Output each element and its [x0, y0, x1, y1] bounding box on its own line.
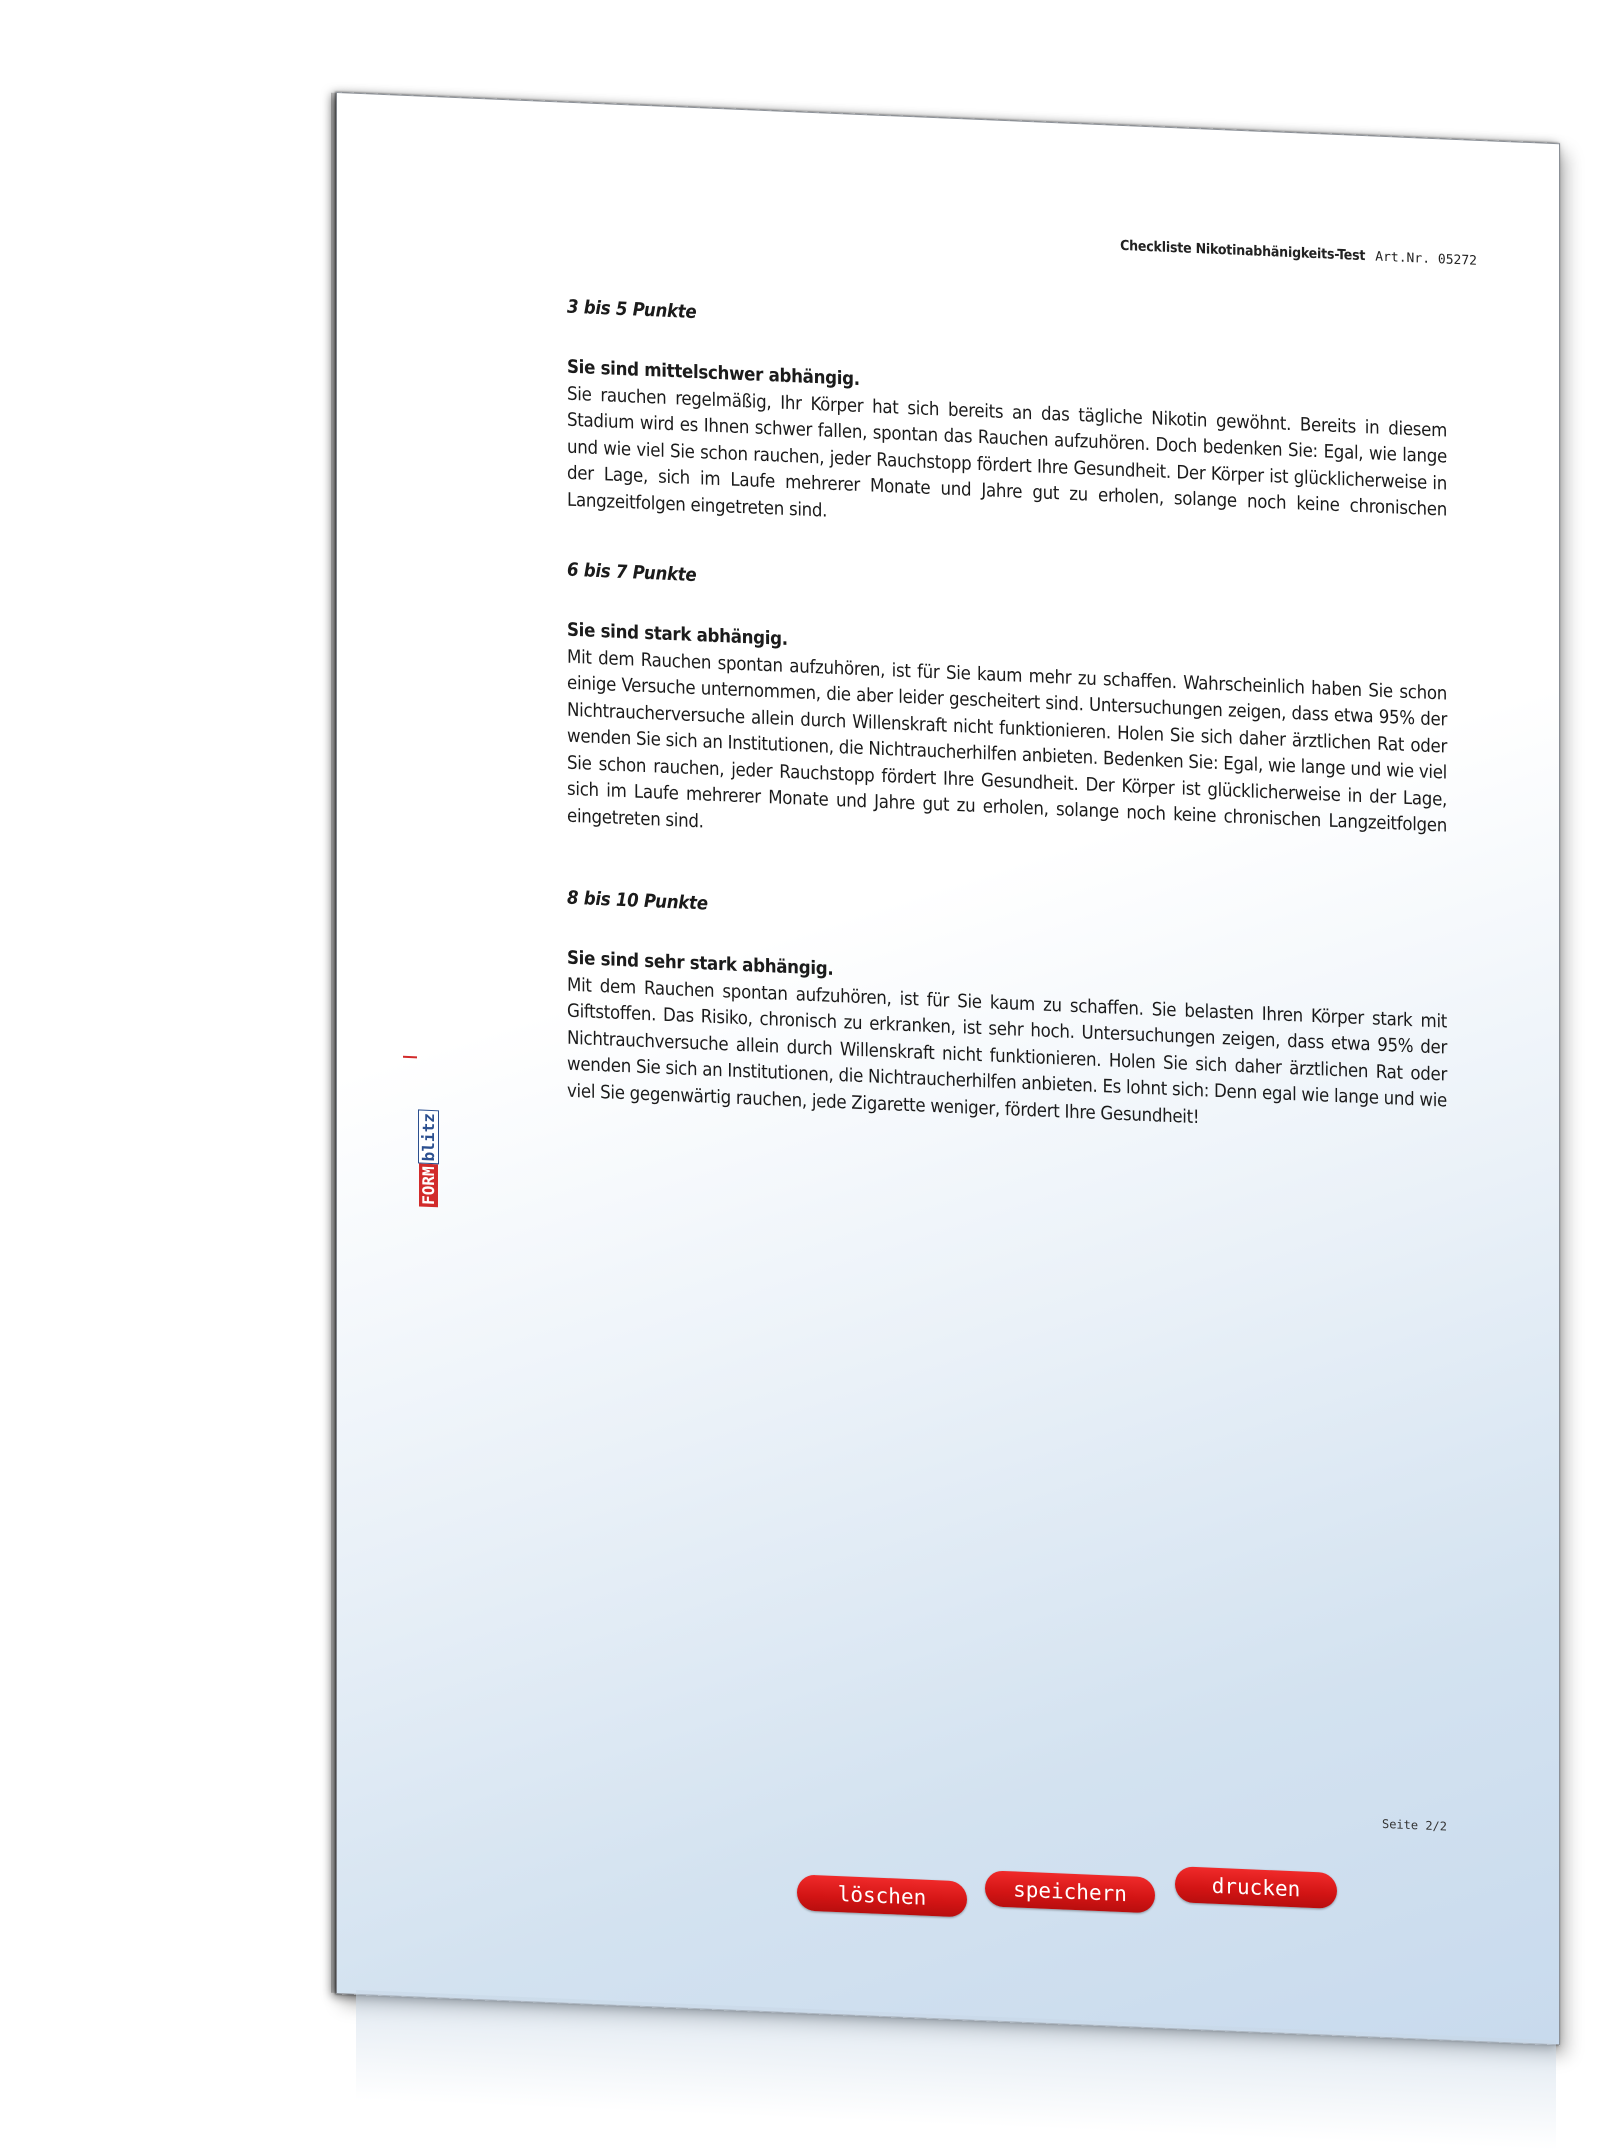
document-page [336, 92, 1560, 2045]
section-subheading: Sie sind sehr stark abhängig. [567, 947, 834, 980]
formblitz-logo [417, 1056, 441, 1207]
section-heading: 3 bis 5 Punkte [567, 296, 697, 324]
section-6-to-7-points [567, 558, 1447, 867]
section-subheading: Sie sind stark abhängig. [567, 619, 788, 650]
print-button[interactable]: drucken [1175, 1866, 1337, 1909]
article-number: Art.Nr. 05272 [1375, 249, 1477, 269]
section-subheading: Sie sind mittelschwer abhängig. [567, 356, 860, 390]
save-button[interactable]: speichern [985, 1870, 1155, 1913]
logo-accent-line [403, 1056, 417, 1059]
page-number: Seite 2/2 [1381, 1816, 1447, 1834]
delete-button[interactable]: löschen [797, 1874, 967, 1917]
logo-wordmark [419, 1110, 439, 1208]
section-8-to-10-points [567, 886, 1447, 1142]
logo-form-text: FORM [419, 1165, 438, 1206]
document-title: Checkliste Nikotinabhänigkeits-Test [1120, 237, 1366, 265]
section-text: Mit dem Rauchen spontan aufzuhören, ist für Sie kaum mehr zu schaffen. Wahrscheinlich haben Sie schon einige Versuche unternommen, die aber leider gescheitert sind. Untersuchungen zeigen, dass etwa 95% der Nichtraucherversuche allein durch Willenskraft nicht funktionieren. Holen Sie sich daher ärztlichen Rat oder wenden Sie sich an Institutionen, die Nichtraucherhilfen anbieten. Bedenken Sie: Egal, wie lange und wie viel Sie schon rauchen, jeder Rauchstopp fördert Ihre Gesundheit. Der Körper ist glücklicherweise in der Lage, sich im Laufe mehrerer Monate und Jahre gut zu erholen, solange noch keine chronischen Langzeitfolgen eingetreten sind. [567, 646, 1447, 837]
document-header [1120, 238, 1477, 269]
section-heading: 8 bis 10 Punkte [567, 887, 708, 915]
section-text: Sie rauchen regelmäßig, Ihr Körper hat sich bereits an das tägliche Nikotin gewöhnt. Bereits in diesem Stadium wird es Ihnen schwer fallen, spontan das Rauchen aufzuhören. Doch bedenken Sie: Egal, wie lange und wie viel Sie schon rauchen, jeder Rauchstopp fördert Ihre Gesundheit. Der Körper ist glücklicherweise in der Lage, sich im Laufe mehrerer Monate und Jahre gut zu erholen, solange noch keine chronischen Langzeitfolgen eingetreten sind. [567, 383, 1447, 522]
section-text: Mit dem Rauchen spontan aufzuhören, ist für Sie kaum zu schaffen. Sie belasten Ihren Körper stark mit Giftstoffen. Das Risiko, chronisch zu erkranken, ist sehr hoch. Untersuchungen zeigen, dass etwa 95% der Nichtrauchversuche allein durch Willenskraft nicht funktionieren. Holen Sie sich daher ärztlichen Rat oder wenden Sie sich an Institutionen, die Nichtraucherhilfen anbieten. Es lohnt sich: Denn egal wie lange und wie viel Sie gegenwärtig rauchen, jede Zigarette weniger, fördert Ihre Gesundheit! [567, 974, 1447, 1128]
logo-blitz-text: blitz [418, 1110, 439, 1165]
document-body [567, 295, 1447, 1142]
action-buttons [797, 1852, 1357, 1925]
section-3-to-5-points [567, 295, 1447, 551]
section-heading: 6 bis 7 Punkte [567, 559, 697, 587]
